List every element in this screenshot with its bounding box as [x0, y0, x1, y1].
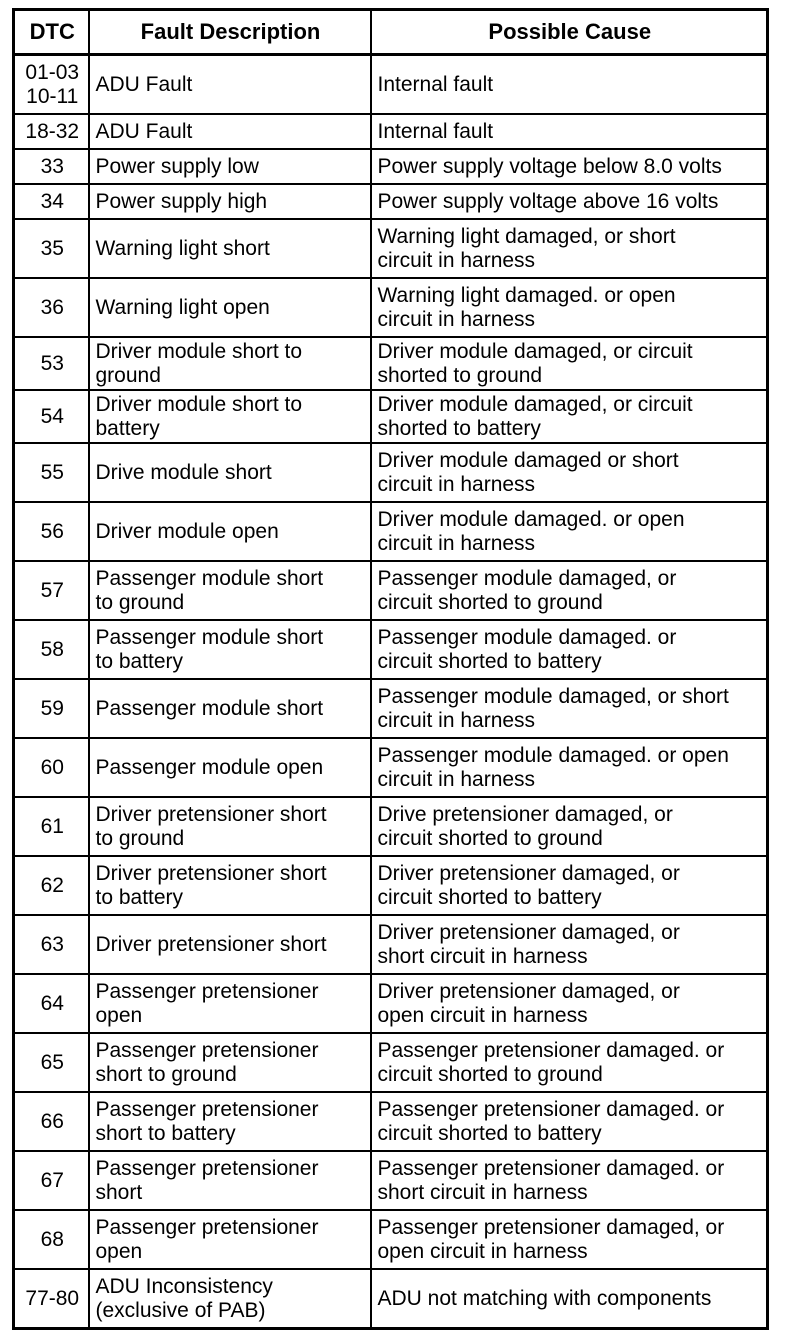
cell-fault-description — [89, 679, 371, 738]
cell-possible-cause — [371, 149, 768, 184]
cell-possible-cause-line: open circuit in harness — [377, 1003, 588, 1027]
table-row — [14, 502, 768, 561]
cell-possible-cause-line: circuit shorted to battery — [377, 885, 602, 909]
cell-possible-cause-line: short circuit in harness — [377, 1180, 588, 1204]
table-row — [14, 915, 768, 974]
cell-fault-description-line: to battery — [95, 885, 184, 909]
header-dtc: DTC — [14, 10, 89, 55]
cell-dtc-line: 61 — [40, 814, 64, 838]
table-body — [14, 55, 768, 1329]
cell-fault-description-line: Passenger pretensioner — [95, 979, 319, 1003]
cell-dtc — [14, 55, 89, 115]
cell-dtc-line: 33 — [40, 154, 64, 178]
cell-dtc — [14, 1092, 89, 1151]
cell-fault-description — [89, 1269, 371, 1329]
cell-fault-description — [89, 561, 371, 620]
cell-dtc-line: 66 — [40, 1109, 64, 1133]
cell-dtc-line: 34 — [40, 189, 64, 213]
cell-possible-cause-line: circuit in harness — [377, 531, 536, 555]
cell-possible-cause-line: Driver pretensioner damaged, or — [377, 920, 680, 944]
cell-fault-description — [89, 55, 371, 115]
cell-possible-cause — [371, 1269, 768, 1329]
table-row — [14, 1269, 768, 1329]
cell-possible-cause-line: Passenger module damaged, or short — [377, 684, 729, 708]
cell-possible-cause-line: circuit shorted to ground — [377, 590, 603, 614]
cell-fault-description-line: Passenger pretensioner — [95, 1156, 319, 1180]
header-fault-description: Fault Description — [89, 10, 371, 55]
cell-fault-description-line: Driver pretensioner short — [95, 802, 327, 826]
cell-possible-cause-line: circuit shorted to battery — [377, 649, 602, 673]
cell-possible-cause — [371, 679, 768, 738]
cell-possible-cause-line: shorted to ground — [377, 363, 543, 387]
cell-dtc — [14, 738, 89, 797]
cell-fault-description-line: Driver pretensioner short — [95, 861, 327, 885]
table-row — [14, 114, 768, 149]
table-row — [14, 561, 768, 620]
table-header — [14, 10, 768, 55]
cell-possible-cause — [371, 738, 768, 797]
table-row — [14, 1210, 768, 1269]
cell-fault-description — [89, 390, 371, 443]
cell-fault-description — [89, 1092, 371, 1151]
cell-dtc-line: 64 — [40, 991, 64, 1015]
table-row — [14, 738, 768, 797]
cell-possible-cause-line: Drive pretensioner damaged, or — [377, 802, 673, 826]
cell-possible-cause-line: Internal fault — [377, 119, 494, 143]
cell-fault-description-line: to battery — [95, 649, 184, 673]
cell-dtc — [14, 390, 89, 443]
header-row — [14, 10, 768, 55]
cell-possible-cause — [371, 915, 768, 974]
table-row — [14, 55, 768, 115]
cell-possible-cause-line: circuit in harness — [377, 248, 536, 272]
cell-fault-description-line: Passenger module short — [95, 625, 324, 649]
cell-dtc-line: 65 — [40, 1050, 64, 1074]
cell-possible-cause-line: circuit in harness — [377, 472, 536, 496]
cell-possible-cause — [371, 797, 768, 856]
table-row — [14, 856, 768, 915]
cell-possible-cause — [371, 443, 768, 502]
cell-fault-description-line: Passenger pretensioner — [95, 1215, 319, 1239]
table-row — [14, 390, 768, 443]
cell-dtc — [14, 915, 89, 974]
cell-possible-cause — [371, 114, 768, 149]
cell-dtc — [14, 278, 89, 337]
cell-possible-cause — [371, 856, 768, 915]
cell-fault-description-line: Passenger module short — [95, 566, 324, 590]
cell-possible-cause-line: circuit shorted to battery — [377, 1121, 602, 1145]
cell-possible-cause-line: circuit shorted to ground — [377, 1062, 603, 1086]
cell-dtc — [14, 620, 89, 679]
cell-fault-description-line: open — [95, 1003, 143, 1027]
cell-dtc-line: 36 — [40, 295, 64, 319]
cell-dtc-line: 62 — [40, 873, 64, 897]
cell-fault-description-line: Passenger module open — [95, 755, 324, 779]
cell-possible-cause-line: ADU not matching with components — [377, 1286, 712, 1310]
cell-possible-cause-line: Passenger module damaged, or — [377, 566, 677, 590]
cell-possible-cause-line: Driver pretensioner damaged, or — [377, 861, 680, 885]
cell-possible-cause-line: Driver module damaged. or open — [377, 507, 685, 531]
cell-possible-cause — [371, 390, 768, 443]
cell-fault-description-line: Drive module short — [95, 460, 272, 484]
table-row — [14, 443, 768, 502]
cell-fault-description-line: short to battery — [95, 1121, 236, 1145]
header-possible-cause: Possible Cause — [371, 10, 768, 55]
cell-possible-cause — [371, 337, 768, 390]
cell-fault-description-line: ADU Fault — [95, 119, 193, 143]
cell-possible-cause-line: circuit in harness — [377, 307, 536, 331]
cell-possible-cause — [371, 502, 768, 561]
cell-possible-cause-line: Passenger module damaged. or open — [377, 743, 729, 767]
cell-dtc — [14, 1210, 89, 1269]
cell-dtc — [14, 797, 89, 856]
cell-possible-cause — [371, 1210, 768, 1269]
cell-possible-cause — [371, 184, 768, 219]
cell-fault-description — [89, 219, 371, 278]
table-row — [14, 149, 768, 184]
table-row — [14, 679, 768, 738]
cell-fault-description — [89, 1033, 371, 1092]
cell-dtc-line: 59 — [40, 696, 64, 720]
cell-dtc — [14, 443, 89, 502]
cell-fault-description-line: ADU Fault — [95, 72, 193, 96]
cell-fault-description-line: ground — [95, 363, 161, 387]
cell-fault-description-line: battery — [95, 416, 160, 440]
cell-fault-description — [89, 1151, 371, 1210]
cell-possible-cause-line: Internal fault — [377, 72, 494, 96]
cell-dtc-line: 68 — [40, 1227, 64, 1251]
cell-dtc-line: 67 — [40, 1168, 64, 1192]
cell-fault-description-line: Driver pretensioner short — [95, 932, 327, 956]
cell-fault-description — [89, 149, 371, 184]
cell-possible-cause-line: open circuit in harness — [377, 1239, 588, 1263]
cell-fault-description — [89, 184, 371, 219]
cell-possible-cause-line: circuit in harness — [377, 767, 536, 791]
cell-fault-description-line: ADU Inconsistency — [95, 1274, 273, 1298]
cell-dtc — [14, 337, 89, 390]
cell-fault-description-line: Driver module open — [95, 519, 279, 543]
cell-dtc — [14, 679, 89, 738]
cell-possible-cause-line: shorted to battery — [377, 416, 541, 440]
table-row — [14, 974, 768, 1033]
cell-possible-cause — [371, 620, 768, 679]
table-row — [14, 278, 768, 337]
cell-fault-description-line: (exclusive of PAB) — [95, 1298, 266, 1322]
cell-dtc-line: 56 — [40, 519, 64, 543]
cell-fault-description-line: short to ground — [95, 1062, 237, 1086]
table-row — [14, 1151, 768, 1210]
cell-possible-cause-line: Passenger pretensioner damaged. or — [377, 1097, 725, 1121]
cell-fault-description-line: to ground — [95, 590, 185, 614]
cell-possible-cause — [371, 55, 768, 115]
cell-possible-cause — [371, 974, 768, 1033]
cell-fault-description-line: Passenger module short — [95, 696, 324, 720]
cell-possible-cause-line: Driver module damaged, or circuit — [377, 392, 693, 416]
cell-possible-cause — [371, 219, 768, 278]
cell-fault-description-line: Power supply low — [95, 154, 259, 178]
cell-dtc-line: 10-11 — [26, 84, 79, 108]
table-row — [14, 184, 768, 219]
cell-dtc — [14, 1269, 89, 1329]
cell-fault-description — [89, 443, 371, 502]
cell-dtc — [14, 1033, 89, 1092]
cell-fault-description — [89, 915, 371, 974]
cell-dtc-line: 35 — [40, 236, 64, 260]
cell-dtc — [14, 974, 89, 1033]
cell-fault-description-line: Warning light open — [95, 295, 270, 319]
table-row — [14, 1092, 768, 1151]
cell-possible-cause-line: circuit in harness — [377, 708, 536, 732]
cell-dtc-line: 01-03 — [25, 60, 80, 84]
cell-fault-description — [89, 974, 371, 1033]
cell-fault-description — [89, 502, 371, 561]
cell-dtc-line: 63 — [40, 932, 64, 956]
cell-possible-cause-line: Warning light damaged, or short — [377, 224, 676, 248]
cell-possible-cause-line: Passenger pretensioner damaged. or — [377, 1038, 725, 1062]
cell-dtc-line: 55 — [40, 460, 64, 484]
cell-dtc — [14, 219, 89, 278]
cell-dtc-line: 18-32 — [25, 119, 80, 143]
cell-dtc — [14, 502, 89, 561]
table-row — [14, 219, 768, 278]
cell-fault-description — [89, 337, 371, 390]
cell-dtc — [14, 184, 89, 219]
cell-possible-cause — [371, 1033, 768, 1092]
cell-possible-cause-line: Power supply voltage below 8.0 volts — [377, 154, 722, 178]
table-row — [14, 337, 768, 390]
cell-fault-description-line: Driver module short to — [95, 392, 303, 416]
cell-possible-cause — [371, 1092, 768, 1151]
cell-possible-cause-line: Passenger module damaged. or — [377, 625, 677, 649]
cell-fault-description — [89, 114, 371, 149]
cell-fault-description-line: Power supply high — [95, 189, 268, 213]
cell-dtc-line: 77-80 — [25, 1286, 80, 1310]
cell-possible-cause-line: Warning light damaged. or open — [377, 283, 676, 307]
cell-possible-cause-line: Power supply voltage above 16 volts — [377, 189, 719, 213]
cell-fault-description — [89, 278, 371, 337]
dtc-table — [12, 8, 769, 1330]
cell-dtc — [14, 856, 89, 915]
cell-fault-description — [89, 738, 371, 797]
cell-dtc — [14, 114, 89, 149]
cell-dtc-line: 60 — [40, 755, 64, 779]
cell-dtc-line: 57 — [40, 578, 64, 602]
cell-fault-description-line: Driver module short to — [95, 339, 303, 363]
cell-possible-cause-line: circuit shorted to ground — [377, 826, 603, 850]
cell-possible-cause-line: Driver pretensioner damaged, or — [377, 979, 680, 1003]
cell-fault-description-line: open — [95, 1239, 143, 1263]
cell-possible-cause-line: Driver module damaged or short — [377, 448, 679, 472]
cell-dtc — [14, 561, 89, 620]
cell-fault-description — [89, 1210, 371, 1269]
cell-possible-cause — [371, 278, 768, 337]
cell-fault-description-line: Passenger pretensioner — [95, 1038, 319, 1062]
cell-fault-description — [89, 797, 371, 856]
table-row — [14, 1033, 768, 1092]
cell-possible-cause-line: Passenger pretensioner damaged. or — [377, 1156, 725, 1180]
cell-dtc-line: 58 — [40, 637, 64, 661]
cell-fault-description-line: to ground — [95, 826, 185, 850]
cell-fault-description — [89, 620, 371, 679]
cell-dtc-line: 54 — [40, 404, 64, 428]
cell-possible-cause-line: Driver module damaged, or circuit — [377, 339, 693, 363]
cell-dtc-line: 53 — [40, 351, 64, 375]
cell-fault-description-line: Passenger pretensioner — [95, 1097, 319, 1121]
cell-possible-cause — [371, 561, 768, 620]
cell-possible-cause-line: short circuit in harness — [377, 944, 588, 968]
table-row — [14, 620, 768, 679]
cell-possible-cause — [371, 1151, 768, 1210]
cell-dtc — [14, 1151, 89, 1210]
cell-fault-description-line: short — [95, 1180, 143, 1204]
cell-dtc — [14, 149, 89, 184]
table-row — [14, 797, 768, 856]
cell-possible-cause-line: Passenger pretensioner damaged, or — [377, 1215, 725, 1239]
cell-fault-description-line: Warning light short — [95, 236, 270, 260]
cell-fault-description — [89, 856, 371, 915]
